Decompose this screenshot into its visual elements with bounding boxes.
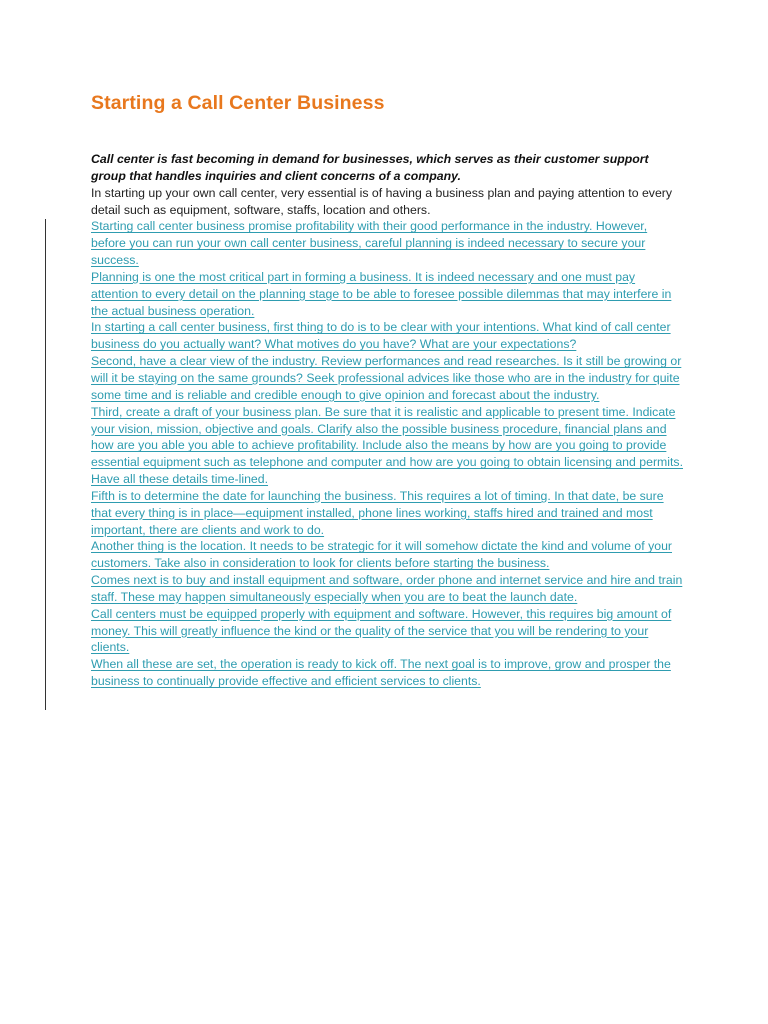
- body-paragraph-4[interactable]: Second, have a clear view of the industry. Review performances and read researches. Is it still be growing or will it be staying on the same grounds? Seek professional advices like those who are in the industry for quite some time and is reliable and credible enough to give opinion and forecast about the industry.: [91, 354, 682, 402]
- body-paragraph-2[interactable]: Planning is one the most critical part in forming a business. It is indeed necessary and one must pay attention to every detail on the planning stage to be able to foresee possible dilemmas that may interfere in the actual business operation.: [91, 269, 672, 318]
- body-paragraph-9[interactable]: Call centers must be equipped properly with equipment and software. However, this requires big amount of money. This will greatly influence the kind or the quality of the service that you will be rendering to your clients.: [91, 606, 672, 655]
- lead-paragraph: Call center is fast becoming in demand for businesses, which serves as their customer support group that handles inquiries and client concerns of a company.: [91, 152, 649, 183]
- body-paragraph-7[interactable]: Another thing is the location. It needs to be strategic for it will somehow dictate the kind and volume of your customers. Take also in consideration to look for clients before starting the business.: [91, 539, 673, 571]
- body-paragraph-10[interactable]: When all these are set, the operation is ready to kick off. The next goal is to improve, grow and prosper the business to continually provide effective and efficient services to clients.: [91, 657, 671, 689]
- body-paragraph-5[interactable]: Third, create a draft of your business plan. Be sure that it is realistic and applicable to present time. Indicate your vision, mission, objective and goals. Clarify also the possible business procedure, financial plans and how are you able you able to achieve profitability. Include also the means by how are you going to provide essential equipment such as telephone and computer and how are you going to obtain licensing and permits. Have all these details time-lined.: [91, 404, 683, 487]
- body-paragraph-1[interactable]: Starting call center business promise profitability with their good performance in the industry. However, before you can run your own call center business, careful planning is indeed necessary to secure your success.: [91, 219, 648, 268]
- body-paragraph-3[interactable]: In starting a call center business, first thing to do is to be clear with your intentions. What kind of call center business do you actually want? What motives do you have? What are your expectations?: [91, 320, 671, 352]
- body-paragraph-6[interactable]: Fifth is to determine the date for launching the business. This requires a lot of timing. In that date, be sure that every thing is in place—equipment installed, phone lines working, staffs hired and trained and most important, there are clients and work to do.: [91, 488, 664, 537]
- page-title: Starting a Call Center Business: [91, 92, 385, 114]
- intro-paragraph: In starting up your own call center, very essential is of having a business plan and paying attention to every detail such as equipment, software, staffs, location and others.: [91, 185, 673, 217]
- document-body: [91, 151, 685, 690]
- revision-change-bar: [45, 219, 46, 710]
- body-paragraph-8[interactable]: Comes next is to buy and install equipment and software, order phone and internet service and hire and train staff. These may happen simultaneously especially when you are to beat the launch date.: [91, 573, 683, 604]
